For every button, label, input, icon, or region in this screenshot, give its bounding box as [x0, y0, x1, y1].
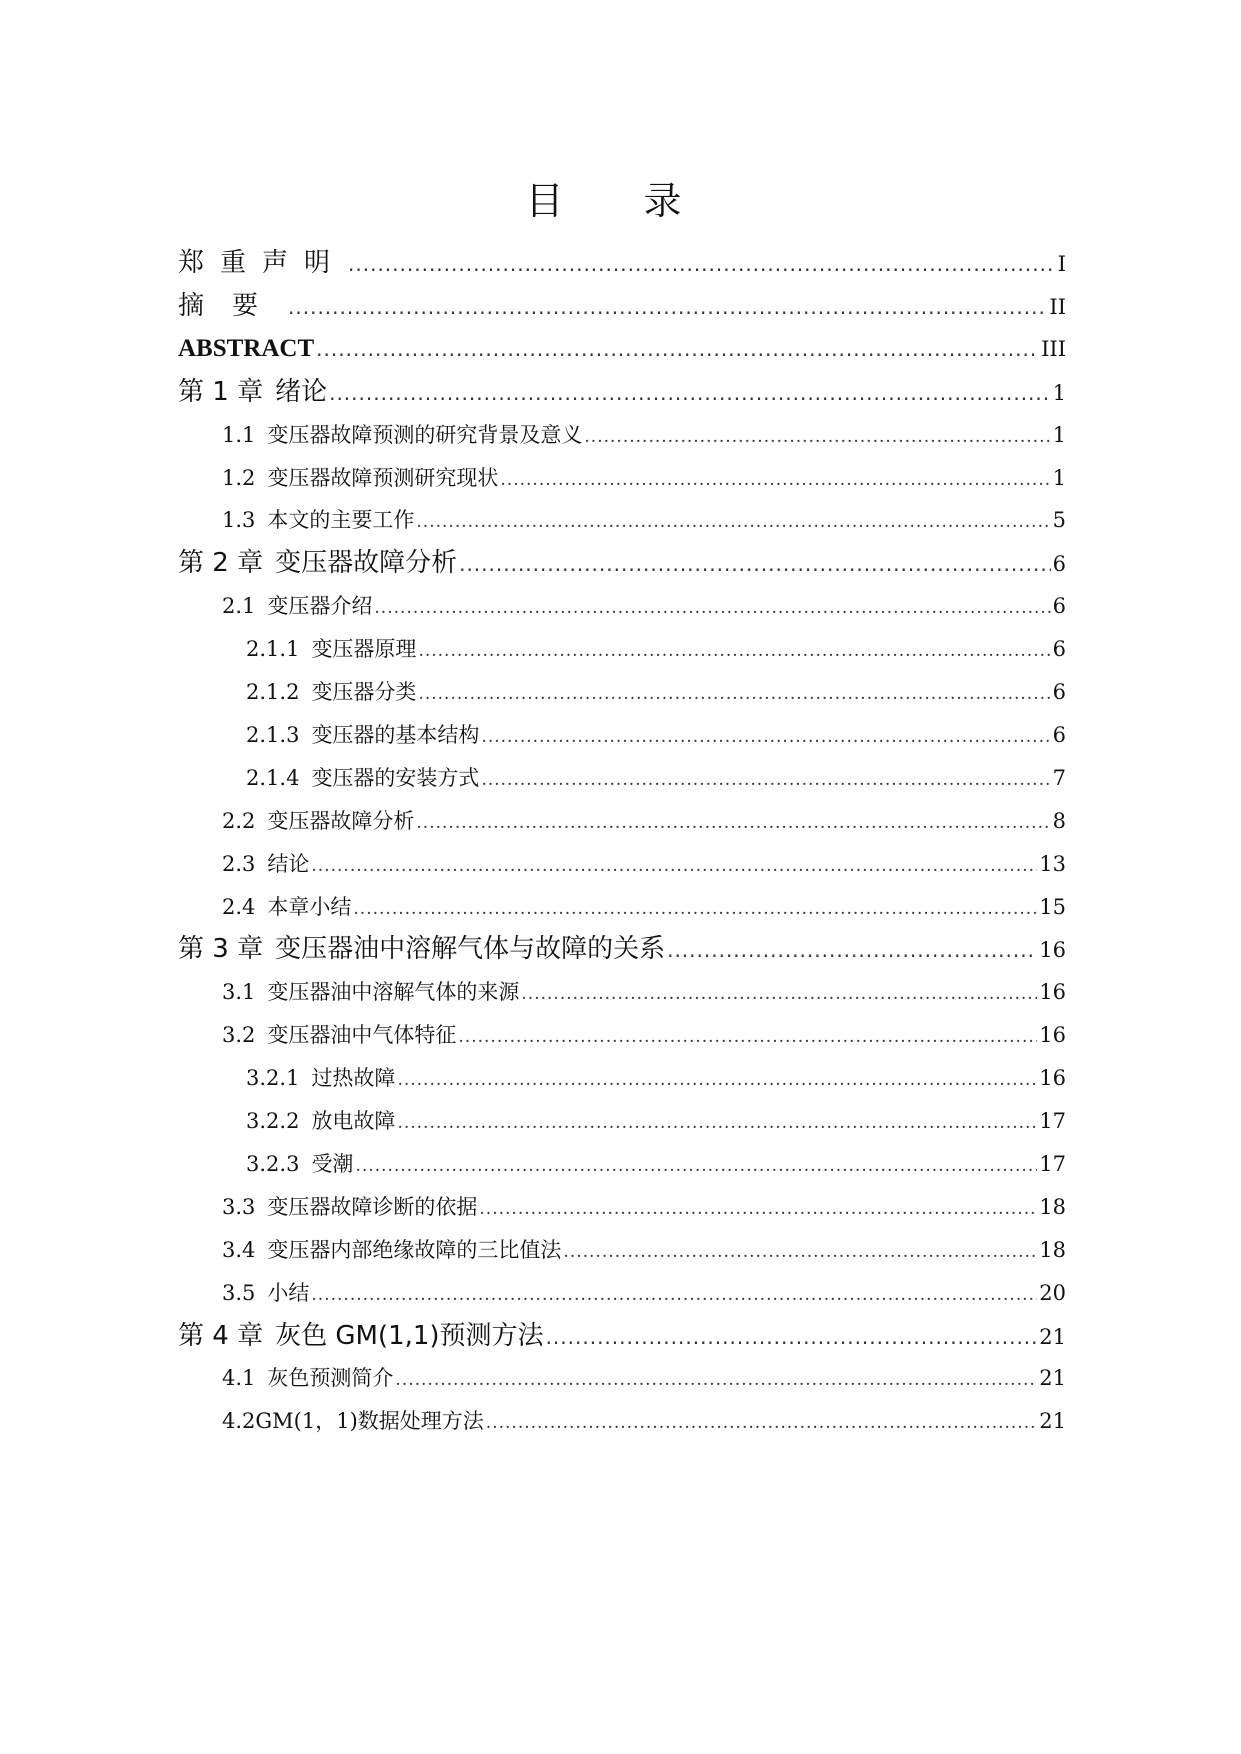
toc-entry-text: 变压器的基本结构	[311, 722, 480, 747]
dot-leader	[546, 1317, 1038, 1357]
toc-page-number: 5	[1052, 508, 1066, 533]
toc-entry-text: GM(1，1)数据处理方法	[255, 1409, 484, 1434]
dot-leader	[418, 631, 1050, 671]
dot-leader	[288, 287, 1047, 327]
toc-entry-label	[222, 801, 414, 841]
toc-subsection-entry[interactable]	[246, 629, 1066, 669]
dot-leader	[311, 846, 1037, 886]
toc-entry-text: ABSTRACT	[178, 334, 315, 362]
toc-entry-number: 1.3	[222, 508, 256, 533]
toc-subsection-entry[interactable]	[246, 1144, 1066, 1184]
toc-page-number: 6	[1052, 722, 1066, 747]
toc-chapter-entry[interactable]	[178, 329, 1066, 369]
toc-subsection-entry[interactable]	[246, 758, 1066, 798]
toc-page-number: 16	[1039, 1066, 1066, 1091]
toc-entry-label	[246, 715, 479, 755]
toc-entry-text: 灰色 GM(1,1)预测方法	[275, 1320, 544, 1351]
toc-entry-number: 2.1.3	[246, 722, 300, 747]
dot-leader	[397, 1103, 1037, 1143]
toc-chapter-entry[interactable]	[178, 243, 1066, 283]
toc-entry-text: 变压器油中溶解气体的来源	[267, 980, 520, 1005]
toc-entry-label	[246, 758, 479, 798]
toc-entry-text: 变压器介绍	[267, 594, 373, 619]
toc-entry-number: 3.2.1	[246, 1066, 300, 1091]
toc-page-number: 17	[1039, 1109, 1066, 1133]
toc-entry-text: 变压器油中溶解气体与故障的关系	[275, 934, 666, 965]
toc-entry-number: 第 3 章	[178, 934, 264, 965]
toc-entry-text: 变压器分类	[311, 680, 417, 704]
toc-page-number: 1	[1052, 465, 1066, 490]
toc-page-number: 13	[1039, 851, 1066, 876]
dot-leader	[521, 974, 1037, 1014]
toc-entry-label	[222, 500, 414, 540]
toc-subsection-entry[interactable]	[246, 715, 1066, 755]
toc-subsection-entry[interactable]	[246, 1058, 1066, 1098]
toc-page-number: 1	[1052, 422, 1066, 447]
dot-leader	[486, 1403, 1037, 1443]
toc-section-entry[interactable]	[222, 1015, 1066, 1055]
toc-page-number: 18	[1039, 1194, 1066, 1219]
toc-entry-label	[178, 329, 314, 369]
toc-entry-label	[178, 243, 346, 283]
toc-chapter-entry[interactable]	[178, 1316, 1066, 1356]
toc-page-number: 16	[1039, 938, 1066, 963]
dot-leader	[416, 502, 1050, 542]
toc-entry-label	[222, 415, 582, 455]
toc-entry-label	[246, 629, 416, 669]
toc-entry-label	[178, 543, 457, 583]
toc-entry-text: 变压器故障分析	[275, 548, 458, 579]
toc-page-number: 21	[1039, 1324, 1066, 1349]
toc-entry-label	[222, 1187, 477, 1227]
dot-leader	[316, 329, 1039, 369]
toc-entry-label	[246, 1058, 395, 1098]
toc-entry-number: 2.1.2	[246, 680, 300, 704]
toc-page-number: 1	[1052, 380, 1066, 405]
toc-subsection-entry[interactable]	[246, 1101, 1066, 1141]
dot-leader	[481, 760, 1050, 800]
dot-leader	[458, 1017, 1037, 1057]
toc-page-number: I	[1057, 252, 1066, 276]
toc-section-entry[interactable]	[222, 801, 1066, 841]
toc-entry-label	[178, 1316, 544, 1356]
dot-leader	[479, 1189, 1037, 1229]
toc-page-number: III	[1041, 336, 1066, 361]
toc-entry-number: 2.1.4	[246, 765, 300, 790]
toc-entry-text: 绪论	[275, 376, 328, 407]
toc-page-number: II	[1049, 294, 1066, 319]
toc-entry-text: 变压器的安装方式	[311, 765, 480, 790]
toc-page-number: 16	[1039, 980, 1066, 1005]
toc-entry-number: 4.2	[222, 1409, 256, 1434]
toc-entry-number: 2.4	[222, 894, 256, 919]
dot-leader	[329, 373, 1051, 413]
dot-leader	[355, 1146, 1037, 1186]
toc-chapter-entry[interactable]	[178, 286, 1066, 326]
toc-section-entry[interactable]	[222, 586, 1066, 626]
dot-leader	[667, 930, 1037, 970]
toc-entry-label	[222, 887, 351, 927]
toc-entry-text: 本章小结	[267, 894, 352, 919]
toc-entry-text: 变压器原理	[311, 637, 417, 662]
toc-page-number: 6	[1052, 680, 1066, 704]
toc-entry-label	[178, 929, 665, 969]
page-title: 目 录	[525, 179, 716, 223]
toc-entry-number: 第 4 章	[178, 1320, 264, 1351]
toc-chapter-entry[interactable]	[178, 372, 1066, 412]
toc-section-entry[interactable]	[222, 1401, 1066, 1441]
toc-entry-number: 4.1	[222, 1366, 256, 1391]
toc-page-number: 7	[1052, 765, 1066, 790]
toc-section-entry[interactable]	[222, 844, 1066, 884]
dot-leader	[395, 1360, 1037, 1400]
toc-entry-number: 1.1	[222, 422, 256, 447]
toc-section-entry[interactable]	[222, 1187, 1066, 1227]
toc-section-entry[interactable]	[222, 1273, 1066, 1313]
toc-entry-number: 第 1 章	[178, 376, 264, 407]
toc-page-number: 20	[1039, 1280, 1066, 1305]
toc-entry-label	[246, 672, 416, 712]
toc-page-number: 21	[1039, 1366, 1066, 1391]
dot-leader	[353, 889, 1037, 929]
toc-entry-text: 变压器故障分析	[267, 808, 415, 833]
toc-entry-label	[246, 1101, 395, 1141]
toc-page-number: 6	[1052, 594, 1066, 619]
dot-leader	[348, 244, 1056, 284]
dot-leader	[416, 803, 1050, 843]
toc-section-entry[interactable]	[222, 1230, 1066, 1270]
toc-entry-text: 本文的主要工作	[267, 508, 415, 533]
toc-entry-label	[178, 372, 327, 412]
toc-entry-label	[222, 458, 498, 498]
toc-section-entry[interactable]	[222, 1358, 1066, 1398]
toc-entry-text: 郑重声明	[178, 248, 347, 278]
dot-leader	[481, 717, 1050, 757]
toc-entry-text: 变压器油中气体特征	[267, 1023, 457, 1048]
toc-entry-label	[222, 586, 372, 626]
toc-entry-number: 3.1	[222, 980, 256, 1005]
toc-entry-number: 2.1.1	[246, 637, 300, 662]
toc-entry-number: 3.2.3	[246, 1151, 300, 1176]
toc-entry-label	[222, 844, 309, 884]
toc-entry-label	[222, 1358, 393, 1398]
toc-entry-label	[222, 1273, 309, 1313]
toc-page-number: 21	[1039, 1409, 1066, 1434]
toc-entry-number: 第 2 章	[178, 548, 264, 579]
toc-entry-text: 放电故障	[311, 1109, 396, 1133]
toc-entry-text: 变压器故障预测的研究背景及意义	[267, 422, 583, 447]
toc-entry-label	[246, 1144, 353, 1184]
toc-section-entry[interactable]	[222, 415, 1066, 455]
toc-entry-text: 变压器故障预测研究现状	[267, 465, 499, 490]
dot-leader	[418, 674, 1050, 714]
toc-page-number: 6	[1052, 637, 1066, 662]
toc-entry-text: 变压器内部绝缘故障的三比值法	[267, 1237, 562, 1262]
toc-chapter-entry[interactable]	[178, 543, 1066, 583]
dot-leader	[311, 1275, 1037, 1315]
toc-section-entry[interactable]	[222, 972, 1066, 1012]
toc-entry-label	[222, 1401, 484, 1441]
toc-entry-text: 受潮	[311, 1151, 354, 1176]
toc-subsection-entry[interactable]	[246, 672, 1066, 712]
dot-leader	[584, 417, 1050, 457]
toc-entry-text: 结论	[267, 851, 310, 876]
toc-section-entry[interactable]	[222, 458, 1066, 498]
toc-page-number: 15	[1039, 894, 1066, 919]
toc-section-entry[interactable]	[222, 887, 1066, 927]
dot-leader	[374, 588, 1050, 628]
toc-entry-text: 灰色预测简介	[267, 1366, 394, 1391]
toc-page-number: 8	[1052, 808, 1066, 833]
toc-entry-label	[222, 972, 519, 1012]
dot-leader	[500, 460, 1050, 500]
toc-entry-text: 过热故障	[311, 1066, 396, 1091]
toc-entry-number: 3.5	[222, 1280, 256, 1305]
dot-leader	[397, 1060, 1037, 1100]
toc-page-number: 16	[1039, 1023, 1066, 1048]
toc-section-entry[interactable]	[222, 500, 1066, 540]
toc-entry-number: 3.2.2	[246, 1109, 300, 1133]
toc-entry-number: 3.2	[222, 1023, 256, 1048]
toc-entry-number: 1.2	[222, 465, 256, 490]
toc-entry-number: 3.3	[222, 1194, 256, 1219]
toc-entry-label	[222, 1230, 561, 1270]
toc-entry-label	[222, 1015, 456, 1055]
toc-page-number: 6	[1052, 552, 1066, 577]
dot-leader	[563, 1232, 1037, 1272]
toc-chapter-entry[interactable]	[178, 929, 1066, 969]
dot-leader	[459, 544, 1051, 584]
toc-entry-number: 3.4	[222, 1237, 256, 1262]
toc-entry-number: 2.1	[222, 594, 256, 619]
toc-page-number: 17	[1039, 1151, 1066, 1176]
toc-entry-text: 小结	[267, 1280, 310, 1305]
toc-page-number: 18	[1039, 1237, 1066, 1262]
toc-entry-text: 摘要	[178, 290, 287, 321]
toc-entry-number: 2.2	[222, 808, 256, 833]
toc-entry-text: 变压器故障诊断的依据	[267, 1194, 478, 1219]
toc-entry-number: 2.3	[222, 851, 256, 876]
toc-entry-label	[178, 286, 286, 326]
